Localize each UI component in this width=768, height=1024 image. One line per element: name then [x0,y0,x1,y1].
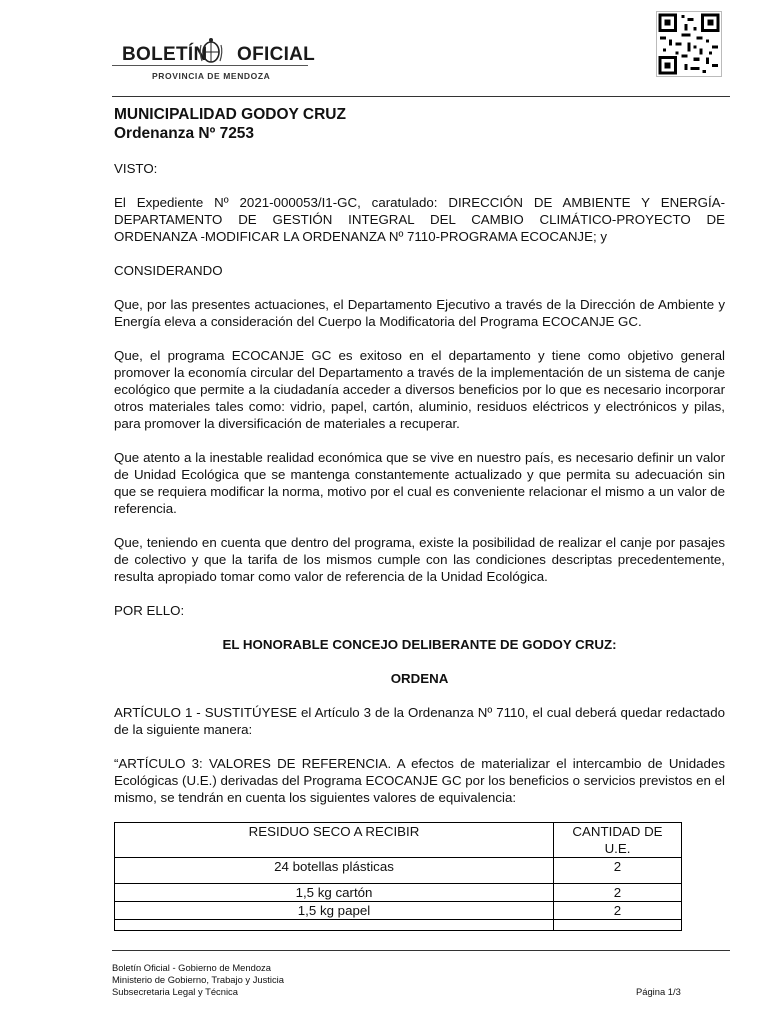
table-row [115,884,682,902]
considerando-paragraph-1: Que, por las presentes actuaciones, el Departamento Ejecutivo a través de la Dirección de Ambiente y Energía eleva a consideración del Cuerpo la Modificatoria del Programa ECOCANJE GC. [114,297,725,329]
equivalence-table [114,822,682,931]
footer-line-1: Boletín Oficial - Gobierno de Mendoza [112,962,271,973]
table-cell [115,920,554,931]
table-row [115,920,682,931]
table-header-cell: RESIDUO SECO A RECIBIR [115,823,554,858]
table-cell: 2 [554,884,682,902]
entity-heading: MUNICIPALIDAD GODOY CRUZ [114,106,346,123]
table-cell: 1,5 kg cartón [115,884,554,902]
table-cell [554,920,682,931]
table-row [115,902,682,920]
table-row [115,858,682,884]
document-body [114,105,725,931]
considerando-label: CONSIDERANDO [114,263,223,278]
council-heading: EL HONORABLE CONCEJO DELIBERANTE DE GODOY CRUZ: [222,637,617,652]
table-header-cell: CANTIDAD DE U.E. [554,823,682,858]
ordena-heading: ORDENA [390,671,449,686]
page-number: Página 1/3 [636,986,681,997]
por-ello-label: POR ELLO: [114,603,185,618]
footer-divider [112,950,730,951]
table-header-row [115,823,682,858]
table-cell: 2 [554,858,682,884]
considerando-paragraph-2: Que, el programa ECOCANJE GC es exitoso en el departamento y tiene como objetivo general promover la economía circular del Departamento a través de la implementación de un sistema de canje ecológico que permite a la ciudadanía acceder a diversos beneficios por lo que es necesario incorporar otros materiales tales como: vidrio, papel, cartón, aluminio, residuos eléctricos y electrónicos y pilas, para promover la diversificación de materiales a recuperar. [114,348,725,431]
table-cell: 24 botellas plásticas [115,858,554,884]
footer-line-2: Ministerio de Gobierno, Trabajo y Justicia [112,974,284,985]
footer [112,962,284,998]
footer-line-3: Subsecretaria Legal y Técnica [112,986,238,997]
logo-subtitle: PROVINCIA DE MENDOZA [152,71,271,81]
article-3: “ARTÍCULO 3: VALORES DE REFERENCIA. A efectos de materializar el intercambio de Unidades Ecológicas (U.E.) derivadas del Programa ECOCANJE GC por los beneficios o servicios previstos en el mismo, se tendrán en cuenta los siguientes valores de equivalencia: [114,756,725,805]
logo-word-boletin: BOLETÍN [122,44,208,65]
visto-label: VISTO: [114,161,158,176]
article-1: ARTÍCULO 1 - SUSTITÚYESE el Artículo 3 de la Ordenanza Nº 7110, el cual deberá quedar redactado de la siguiente manera: [114,705,725,737]
logo-word-oficial: OFICIAL [237,44,316,65]
coat-of-arms-icon [198,37,224,67]
table-cell: 1,5 kg papel [115,902,554,920]
boletin-oficial-logo [112,34,316,88]
logo-divider [112,65,308,66]
qr-code-icon [656,11,722,77]
considerando-paragraph-4: Que, teniendo en cuenta que dentro del programa, existe la posibilidad de realizar el canje por pasajes de colectivo y que la tarifa de los mismos cumple con las condiciones descriptas precedentemente, resulta apropiado tomar como valor de referencia de la Unidad Ecológica. [114,535,725,584]
expediente-paragraph: El Expediente Nº 2021-000053/I1-GC, caratulado: DIRECCIÓN DE AMBIENTE Y ENERGÍA-DEPARTAMENTO DE GESTIÓN INTEGRAL DEL CAMBIO CLIMÁTICO-PROYECTO DE ORDENANZA -MODIFICAR LA ORDENANZA Nº 7110-PROGRAMA ECOCANJE; y [114,195,725,244]
table-cell: 2 [554,902,682,920]
considerando-paragraph-3: Que atento a la inestable realidad económica que se vive en nuestro país, es necesario definir un valor de Unidad Ecológica que se mantenga constantemente actualizado y que permita su adecuación sin que se requiera modificar la norma, motivo por el cual es conveniente relacionar el mismo a un valor de referencia. [114,450,725,516]
header-divider [112,96,730,97]
ordinance-title: Ordenanza Nº 7253 [114,125,255,142]
